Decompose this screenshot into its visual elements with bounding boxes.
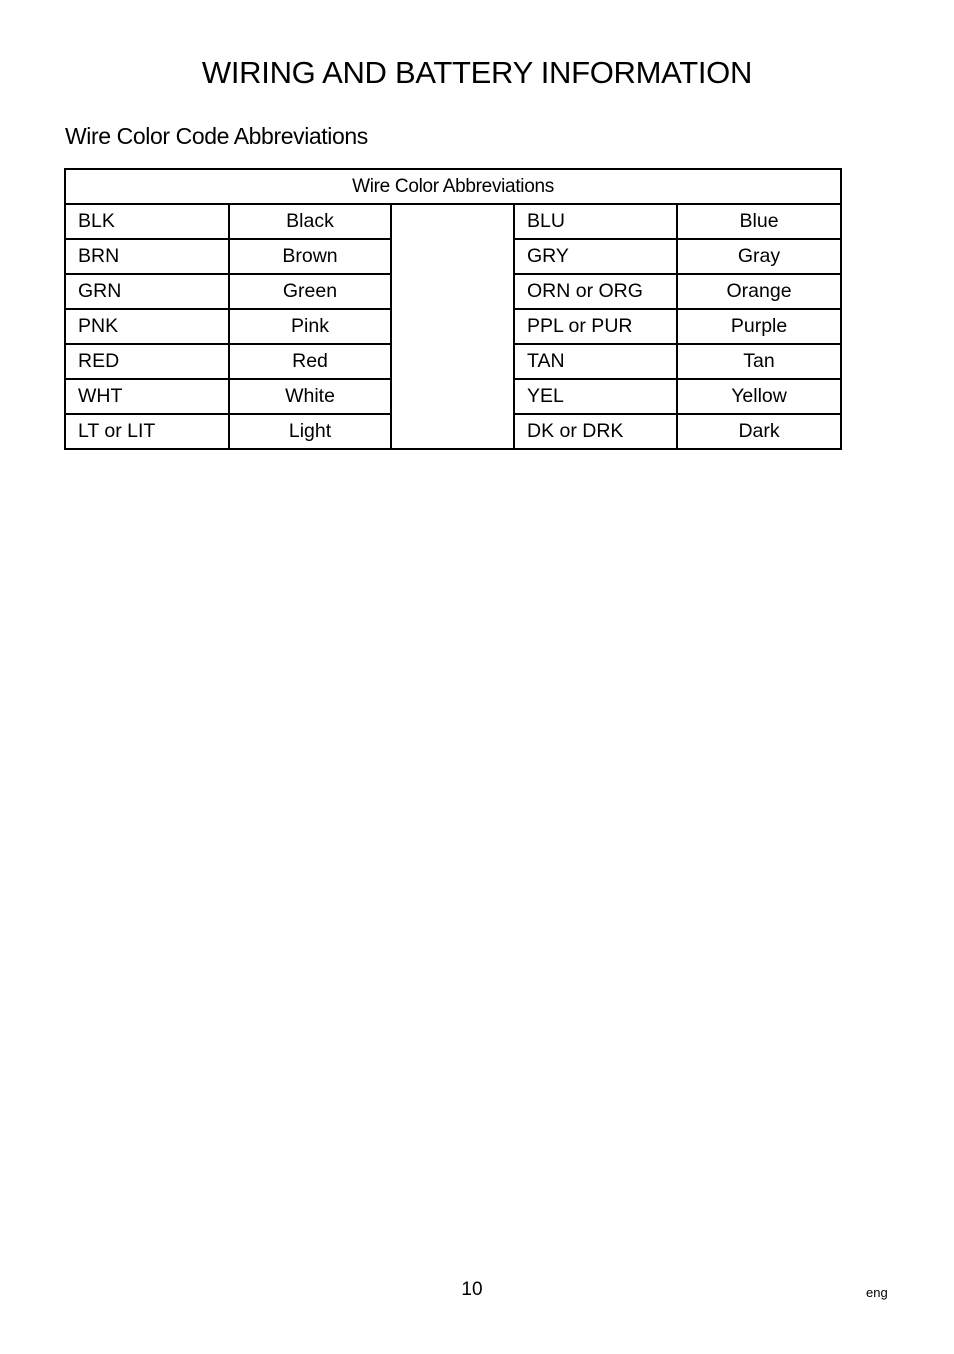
right-color-name-cell: Orange [677,274,841,309]
right-color-name-cell: Gray [677,239,841,274]
left-color-name-cell: Red [229,344,391,379]
left-color-name-cell: Green [229,274,391,309]
right-abbreviation-cell: PPL or PUR [514,309,677,344]
left-abbreviation-cell: BRN [65,239,229,274]
right-abbreviation-cell: ORN or ORG [514,274,677,309]
table-caption: Wire Color Abbreviations [65,169,841,204]
page-number: 10 [461,1279,483,1300]
wire-color-table [64,168,842,450]
left-color-name-cell: Light [229,414,391,449]
left-abbreviation-cell: PNK [65,309,229,344]
right-abbreviation-cell: YEL [514,379,677,414]
left-color-name-cell: Black [229,204,391,239]
left-abbreviation-cell: WHT [65,379,229,414]
right-color-name-cell: Purple [677,309,841,344]
right-abbreviation-cell: DK or DRK [514,414,677,449]
left-color-name-cell: Brown [229,239,391,274]
right-color-name-cell: Tan [677,344,841,379]
section-heading: Wire Color Code Abbreviations [65,123,368,149]
divider-column [391,204,514,449]
table-row [65,204,841,239]
right-abbreviation-cell: BLU [514,204,677,239]
language-tag: eng [866,1285,888,1300]
right-color-name-cell: Yellow [677,379,841,414]
left-abbreviation-cell: BLK [65,204,229,239]
left-color-name-cell: Pink [229,309,391,344]
right-color-name-cell: Blue [677,204,841,239]
table-caption-row [65,169,841,204]
left-color-name-cell: White [229,379,391,414]
left-abbreviation-cell: LT or LIT [65,414,229,449]
right-abbreviation-cell: GRY [514,239,677,274]
right-abbreviation-cell: TAN [514,344,677,379]
page-title: WIRING AND BATTERY INFORMATION [201,55,753,90]
wire-color-table-container [64,168,842,450]
left-abbreviation-cell: GRN [65,274,229,309]
right-color-name-cell: Dark [677,414,841,449]
left-abbreviation-cell: RED [65,344,229,379]
